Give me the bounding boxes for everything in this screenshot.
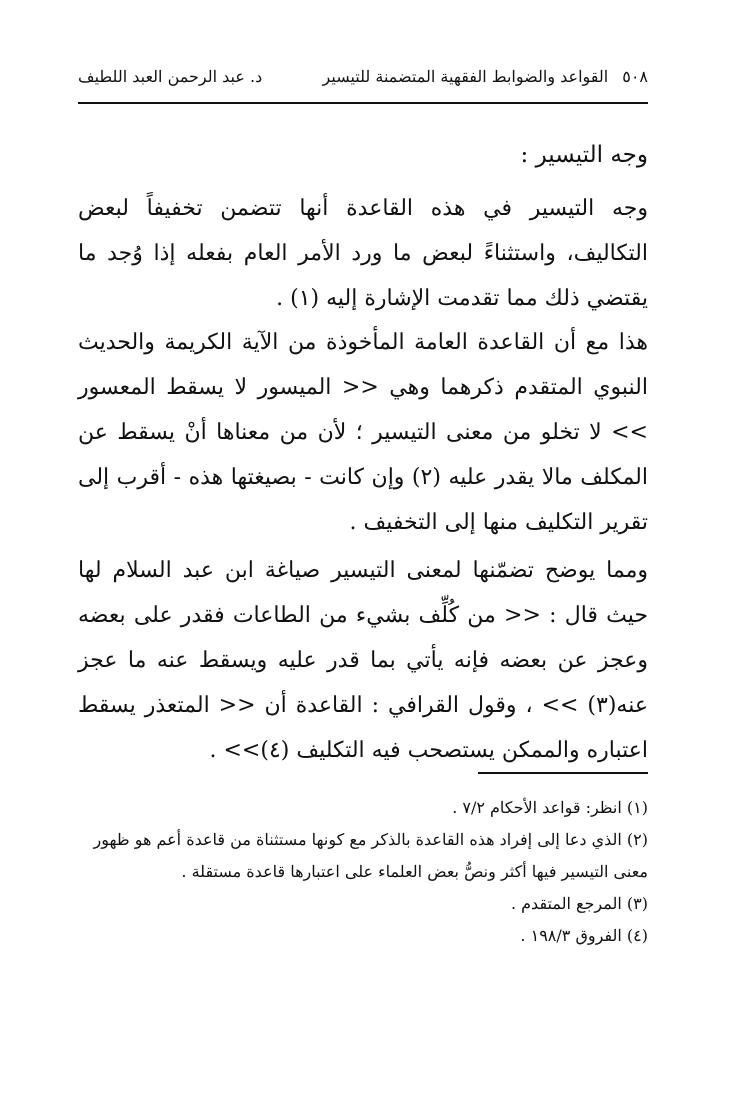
- footnote-4: (٤) الفروق ١٩٨/٣ .: [520, 926, 648, 945]
- paragraph-1: وجه التيسير في هذه القاعدة أنها تتضمن تخفيفاً لبعض التكاليف، واستثناءً لبعض ما ورد الأمر العام بفعله إذا وُجد ما يقتضي ذلك مما تقدمت الإشارة إليه (١) .: [78, 196, 648, 311]
- section-title: وجه التيسير :: [520, 142, 648, 168]
- running-header: [78, 54, 648, 98]
- paragraph-2: هذا مع أن القاعدة العامة المأخوذة من الآية الكريمة والحديث النبوي المتقدم ذكرهما وهي << الميسور لا يسقط المعسور >> لا تخلو من معنى التيسير ؛ لأن من معناها أنْ يسقط عن المكلف مالا يقدر عليه (٢) وإن كانت - بصيغتها هذه - أقرب إلى تقرير التكليف منها إلى التخفيف .: [78, 330, 648, 535]
- footnotes: [78, 792, 648, 952]
- footnote-2: (٢) الذي دعا إلى إفراد هذه القاعدة بالذكر مع كونها مستثناة من قاعدة أعم هو ظهور معنى التيسير فيها أكثر ونصُّ بعض العلماء على اعتبارها قاعدة مستقلة .: [93, 830, 648, 881]
- footnote-rule: [478, 772, 648, 774]
- footnote-1: (١) انظر: قواعد الأحكام ٧/٢ .: [452, 798, 648, 817]
- book-title: القواعد والضوابط الفقهية المتضمنة للتيسير: [322, 66, 609, 86]
- header-rule: [78, 102, 648, 104]
- footnote-3: (٣) المرجع المتقدم .: [510, 894, 648, 913]
- paragraph-3: ومما يوضح تضمّنها لمعنى التيسير صياغة ابن عبد السلام لها حيث قال : << من كُلِّف بشيء من الطاعات فقدر على بعضه وعجز عن بعضه فإنه يأتي بما قدر عليه ويسقط عنه ما عجز عنه(٣) >> ، وقول القرافي : القاعدة أن << المتعذر يسقط اعتباره والممكن يستصحب فيه التكليف (٤)>> .: [78, 558, 648, 763]
- header-right-group: [323, 67, 648, 86]
- author-name: د. عبد الرحمن العبد اللطيف: [78, 66, 263, 86]
- page-number: ٥٠٨: [622, 66, 648, 86]
